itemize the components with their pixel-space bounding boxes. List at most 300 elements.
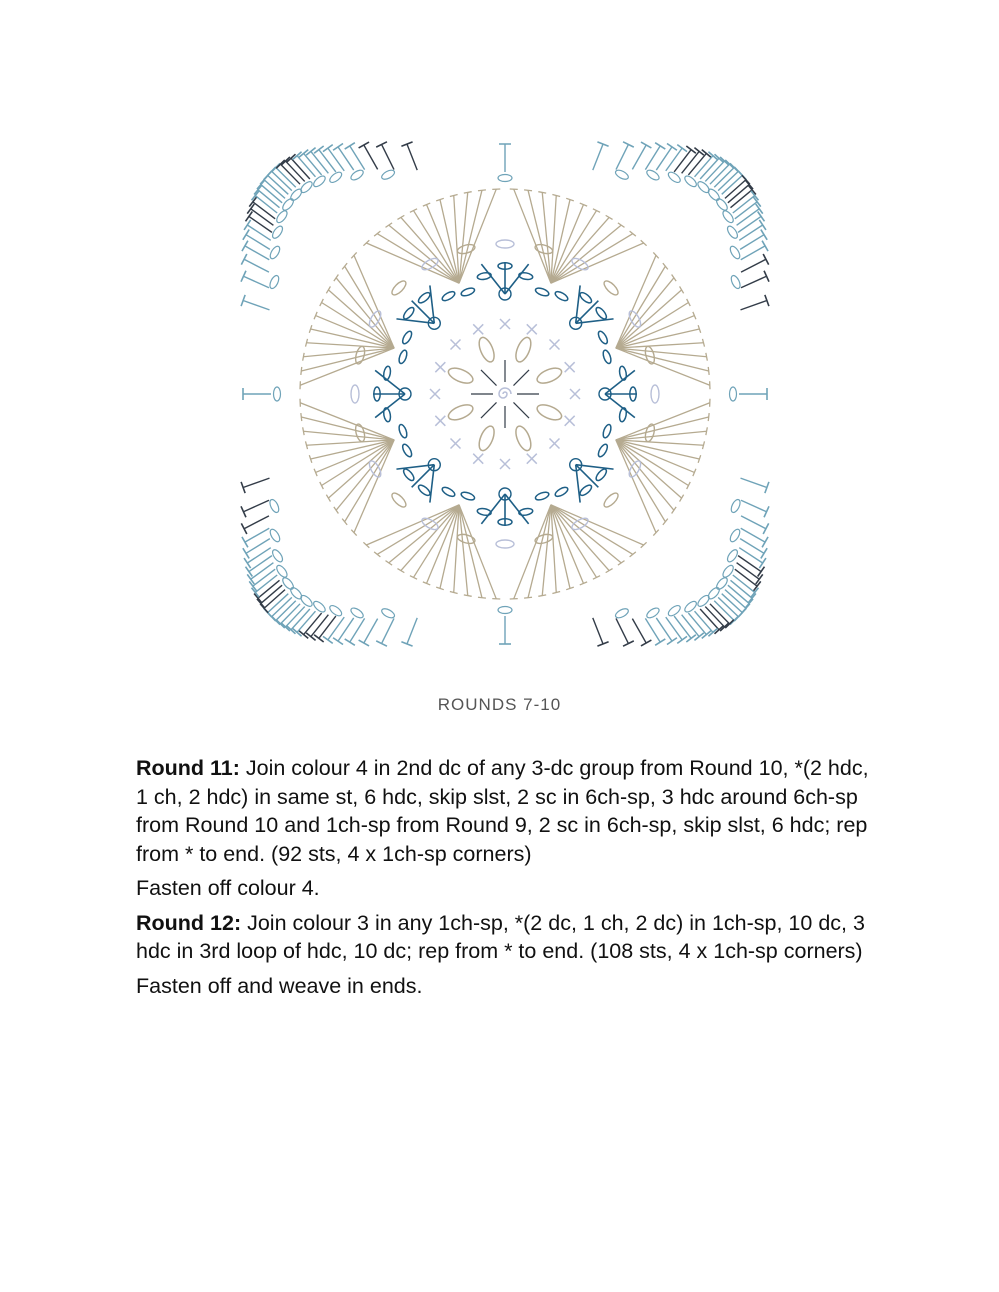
edge-stitch-post (741, 246, 765, 260)
round-12-paragraph (136, 909, 876, 966)
inner-cross (549, 438, 559, 448)
inner-leaf (476, 424, 497, 453)
edge-stitch-post (382, 144, 394, 169)
fan-stitch (389, 505, 459, 563)
edge-stitch-post (249, 216, 272, 232)
fan-stitch (300, 403, 394, 440)
fan-stitch-top (464, 192, 472, 193)
fan-stitch-top (680, 495, 684, 502)
ring-chain-oval (417, 483, 432, 497)
edge-stitch-top (242, 537, 248, 547)
fan-stitch-top (687, 482, 691, 489)
ring-chain-oval (398, 423, 409, 438)
fan-stitch (616, 417, 709, 440)
center-spoke (481, 402, 497, 418)
edge-chain-loop (728, 528, 741, 544)
ring-chain-oval (578, 483, 593, 497)
mid-chain-oval (351, 385, 359, 403)
edge-stitch-top (694, 633, 703, 640)
fan-stitch (401, 217, 459, 283)
edge-stitch-top (762, 241, 768, 251)
fan-stitch (322, 440, 395, 486)
edge-stitch-post (737, 209, 760, 225)
round-11-text: Join colour 4 in 2nd dc of any 3-dc group from Round 10, *(2 hdc, 1 ch, 2 hdc) in same st, 6 hdc, skip slst, 2 sc in 6ch-sp, 3 hdc around 6ch-sp from Round 10 and 1ch-sp from Round 9, 2 sc in 6ch-sp, skip slst, 6 hdc; rep from * to end. (92 sts, 4 x 1ch-sp corners) (136, 756, 869, 866)
edge-chain-loop (281, 197, 295, 212)
fan-stitch (616, 266, 665, 348)
ring-chain-oval (602, 423, 613, 438)
fan-stitch-top (593, 576, 600, 580)
edge-stitch-top (623, 641, 634, 646)
edge-stitch-post (737, 563, 760, 579)
fan-stitch-top (326, 495, 330, 502)
ring-chain-oval (401, 443, 414, 458)
ring-chain-oval (401, 330, 414, 345)
edge-stitch-post (682, 151, 699, 173)
fan-stitch (616, 302, 689, 348)
edge-stitch-post (255, 196, 277, 213)
fan-stitch (616, 348, 710, 385)
edge-chain-loop (349, 168, 365, 182)
edge-stitch-top (241, 271, 246, 282)
edge-stitch-post (407, 144, 417, 170)
fan-stitch-top (326, 286, 330, 293)
fan-stitch-top (641, 240, 647, 245)
edge-chain-loop (380, 607, 396, 620)
fan-stitch-top (606, 215, 613, 219)
edge-stitch-post (738, 216, 761, 232)
fan-stitch (459, 505, 468, 596)
edge-stitch-post (243, 300, 269, 309)
edge-stitch-top (762, 537, 768, 547)
ring-spoke (576, 465, 599, 488)
edge-chain-loop (275, 564, 289, 579)
edge-chain-loop (328, 604, 343, 618)
mid-chain-oval (496, 240, 514, 248)
edge-stitch-post (253, 202, 275, 219)
edge-stitch-top (246, 211, 253, 221)
fan-stitch (616, 290, 682, 348)
edge-chain-loop (299, 180, 314, 195)
fan-stitch (413, 505, 459, 578)
ring-chain-oval (398, 349, 409, 364)
edge-stitch-post (733, 575, 755, 592)
edge-stitch-post (258, 580, 280, 598)
fan-stitch-top (653, 252, 658, 258)
edge-chain-loop (498, 607, 512, 614)
ring-chain-oval (594, 467, 608, 482)
fan-stitch (459, 505, 496, 599)
fan-stitch (389, 225, 459, 283)
edge-chain-loop (726, 224, 740, 239)
edge-stitch-post (730, 580, 752, 598)
edge-stitch-post (593, 144, 603, 170)
edge-stitch-post (350, 146, 365, 170)
inner-stitches (430, 319, 580, 469)
edge-stitch-post (616, 618, 628, 643)
edge-stitch-top (333, 144, 343, 151)
inner-cross (500, 459, 510, 469)
fan-stitch-top (524, 597, 532, 598)
fan-stitch-top (538, 595, 546, 596)
fan-stitch (616, 348, 707, 357)
edge-chain-loop (645, 168, 661, 182)
fan-stitch-top (363, 240, 369, 245)
edge-stitch-top (243, 230, 249, 240)
edge-stitch-post (243, 276, 269, 287)
fan-stitch-top (478, 190, 486, 191)
inner-cross (435, 416, 445, 426)
ring-chain-oval (402, 467, 416, 482)
edge-stitch-post (249, 556, 272, 572)
edge-stitch-post (253, 569, 275, 586)
edge-stitch-top (764, 271, 769, 282)
edge-stitch-post (741, 528, 765, 542)
edge-stitch-post (645, 146, 660, 170)
edge-chain-loop (349, 606, 365, 620)
edge-chain-loop (614, 168, 630, 181)
fan-stitch-top (687, 299, 691, 306)
edge-stitch-post (311, 151, 328, 173)
edge-stitch-post (251, 563, 274, 579)
edge-stitch-top (244, 558, 251, 568)
edge-stitch-top (677, 636, 687, 643)
fan-stitch (542, 505, 551, 596)
edge-stitch-post (245, 528, 269, 542)
fan-stitch (551, 234, 633, 283)
inner-cross (570, 389, 580, 399)
edge-stitch-post (741, 276, 767, 287)
fan-stitch-top (478, 597, 486, 598)
edge-stitch-top (323, 145, 333, 152)
edge-chain-loop (380, 168, 396, 181)
edge-stitch-post (735, 569, 757, 586)
edge-chain-loop (667, 170, 682, 184)
edge-stitch-post (593, 618, 603, 644)
outer-edge-stitches (241, 142, 769, 646)
edge-stitch-post (244, 516, 269, 529)
fan-stitch (514, 505, 551, 599)
fan-stitch-top (606, 569, 613, 573)
fan-stitch (551, 505, 597, 578)
fan-stitch-top (708, 413, 709, 421)
round-12-label: Round 12: (136, 910, 242, 935)
ring-chain-oval (460, 287, 475, 298)
edge-stitch-post (304, 613, 322, 634)
inner-cross (565, 416, 575, 426)
edge-stitch-post (741, 516, 766, 529)
inner-cross (500, 319, 510, 329)
edge-stitch-post (682, 615, 699, 637)
fan-stitch-top (301, 367, 302, 375)
fan-stitch-top (641, 542, 647, 547)
round-11-paragraph (136, 754, 876, 868)
fan-stitch (345, 440, 394, 522)
edge-stitch-top (243, 548, 249, 558)
tan-fan-stitches (300, 189, 710, 599)
edge-stitch-top (246, 567, 253, 577)
inner-cross (565, 362, 575, 372)
edge-stitch-post (674, 150, 691, 172)
edge-chain-loop (328, 170, 343, 184)
fan-stitch (616, 431, 707, 440)
edge-stitch-post (297, 156, 315, 177)
ring-chain-oval (602, 349, 613, 364)
mid-chain-oval (496, 540, 514, 548)
fan-stitch (514, 189, 551, 283)
edge-chain-loop (268, 245, 281, 261)
inner-leaf (446, 402, 475, 423)
fan-stitch (616, 440, 674, 510)
edge-stitch-top (667, 144, 677, 151)
fan-stitch (322, 302, 395, 348)
edge-chain-loop (614, 607, 630, 620)
edge-stitch-post (738, 556, 761, 572)
inner-cross (473, 324, 483, 334)
edge-stitch-post (688, 613, 706, 634)
ring-chain-oval (534, 491, 549, 502)
edge-stitch-post (741, 259, 766, 272)
center-spoke (513, 402, 529, 418)
edge-chain-loop (721, 564, 735, 579)
edge-stitch-post (733, 196, 755, 213)
fan-stitch-top (351, 530, 356, 536)
fan-stitch (528, 505, 551, 598)
fan-stitch (551, 225, 621, 283)
ring-spoke (412, 301, 435, 324)
edge-stitch-top (376, 641, 387, 646)
edge-chain-loop (271, 548, 285, 563)
edge-stitch-post (735, 202, 757, 219)
edge-stitch-post (695, 156, 713, 177)
fan-stitch-top (706, 427, 707, 435)
edge-chain-loop (268, 528, 281, 544)
edge-stitch-top (694, 148, 703, 155)
fasten-off-final: Fasten off and weave in ends. (136, 973, 423, 998)
edge-stitch-top (345, 143, 355, 149)
fan-stitch-top (397, 215, 404, 219)
edge-stitch-post (632, 619, 646, 643)
edge-stitch-post (741, 300, 767, 309)
inner-cross (430, 389, 440, 399)
fan-stitch (301, 417, 394, 440)
edge-stitch-top (761, 230, 767, 240)
inner-cross (549, 340, 559, 350)
edge-stitch-top (306, 633, 315, 640)
edge-stitch-top (667, 638, 677, 645)
fan-stitch (459, 190, 482, 283)
fan-stitch-top (593, 209, 600, 213)
edge-stitch-top (641, 142, 651, 148)
ring-chain-oval (402, 306, 416, 321)
fan-stitch (542, 192, 551, 283)
fan-stitch (336, 440, 394, 510)
inner-leaf (535, 365, 564, 386)
edge-stitch-post (244, 259, 269, 272)
crochet-chart (210, 112, 800, 672)
edge-chain-loop (498, 174, 512, 181)
edge-chain-loop (715, 197, 729, 212)
edge-stitch-post (350, 618, 365, 642)
edge-stitch-post (695, 611, 713, 632)
edge-chain-loop (645, 606, 661, 620)
ring-chain-oval (441, 290, 456, 303)
edge-stitch-top (764, 506, 769, 517)
mid-chain-oval (602, 279, 620, 297)
edge-stitch-top (655, 639, 665, 645)
edge-stitch-post (674, 616, 691, 638)
edge-stitch-post (319, 616, 336, 638)
fan-stitch-top (538, 192, 546, 193)
fan-stitch (551, 505, 609, 571)
ring-chain-oval (534, 287, 549, 298)
crochet-chart-svg (210, 112, 800, 672)
edge-chain-loop (271, 224, 285, 239)
edge-chain-loop (273, 387, 280, 401)
edge-chain-loop (275, 209, 289, 224)
fan-stitch (459, 505, 482, 598)
edge-stitch-top (359, 640, 369, 646)
edge-stitch-top (323, 636, 333, 643)
inner-cross (527, 324, 537, 334)
mid-chain-oval (651, 385, 659, 403)
fan-stitch (616, 440, 689, 486)
fan-stitch-top (410, 576, 417, 580)
edge-stitch-post (364, 619, 378, 643)
edge-chain-loop (281, 576, 295, 591)
edge-stitch-top (242, 241, 248, 251)
fan-stitch (616, 440, 665, 522)
ring-spoke (412, 465, 435, 488)
edge-stitch-top (655, 143, 665, 149)
ring-chain-oval (594, 306, 608, 321)
edge-stitch-top (686, 635, 696, 642)
fan-stitch (616, 440, 682, 498)
edge-stitch-top (345, 639, 355, 645)
fan-stitch (328, 290, 394, 348)
fan-stitch-top (320, 482, 324, 489)
edge-chain-loop (728, 245, 741, 261)
edge-stitch-post (645, 618, 660, 642)
edge-stitch-top (241, 523, 247, 534)
mid-chain-oval (390, 279, 408, 297)
mid-chain-oval (390, 491, 408, 509)
fan-stitch-top (301, 413, 302, 421)
edge-stitch-post (243, 500, 269, 511)
ring-chain-oval (441, 486, 456, 499)
fan-stitch (551, 211, 597, 284)
fan-stitch (345, 266, 394, 348)
edge-chain-loop (729, 274, 741, 290)
ring-chain-oval (417, 291, 432, 305)
inner-cross (451, 340, 461, 350)
center-spiral (499, 388, 511, 398)
fan-stitch (377, 505, 459, 554)
edge-stitch-post (304, 153, 322, 174)
edge-stitch-top (686, 146, 696, 153)
edge-stitch-post (245, 246, 269, 260)
center-spoke (513, 370, 529, 386)
inner-leaf (513, 424, 534, 453)
edge-stitch-top (758, 567, 765, 577)
inner-cross (451, 438, 461, 448)
edge-stitch-top (763, 254, 769, 265)
edge-stitch-post (255, 575, 277, 592)
edge-stitch-post (251, 209, 274, 225)
fan-stitch-top (410, 209, 417, 213)
edge-chain-loop (715, 576, 729, 591)
inner-cross (473, 454, 483, 464)
diagram-caption: ROUNDS 7-10 (437, 695, 562, 714)
edge-stitch-post (258, 190, 280, 208)
fan-stitch-top (464, 595, 472, 596)
edge-chain-loop (696, 594, 711, 609)
inner-cross (435, 362, 445, 372)
fan-stitch-top (320, 299, 324, 306)
inner-leaf (446, 365, 475, 386)
edge-stitch-post (632, 145, 646, 169)
fan-stitch-top (303, 427, 304, 435)
ring-chain-oval (578, 291, 593, 305)
edge-stitch-top (376, 142, 387, 147)
fan-stitch-top (524, 190, 532, 191)
fan-stitch (616, 403, 710, 440)
inner-leaf (535, 402, 564, 423)
edge-stitch-top (241, 506, 246, 517)
fasten-off-colour-4: Fasten off colour 4. (136, 876, 320, 900)
fan-stitch-top (303, 353, 304, 361)
fan-stitch (301, 348, 394, 371)
edge-chain-loop (268, 274, 280, 290)
fan-stitch-top (706, 353, 707, 361)
edge-stitch-top (359, 142, 369, 148)
dark-blue-ring (373, 262, 637, 526)
fan-stitch (401, 505, 459, 571)
ring-spoke (576, 301, 599, 324)
edge-stitch-top (623, 142, 634, 147)
fan-stitch (459, 189, 496, 283)
fan-stitch (616, 348, 709, 371)
round-12-text: Join colour 3 in any 1ch-sp, *(2 dc, 1 ch, 2 dc) in 1ch-sp, 10 dc, 3 hdc in 3rd loop of hdc, 10 dc; rep from * to end. (108 sts, 4 x 1ch-sp corners) (136, 910, 865, 963)
edge-stitch-top (759, 558, 766, 568)
ring-chain-oval (460, 491, 475, 502)
edge-stitch-top (641, 640, 651, 646)
round-11-label: Round 11: (136, 756, 240, 780)
fan-stitch (328, 440, 394, 498)
fan-stitch-top (708, 367, 709, 375)
edge-stitch-top (677, 145, 687, 152)
edge-stitch-post (382, 618, 394, 643)
edge-stitch-top (759, 220, 766, 230)
fan-stitch-top (363, 542, 369, 547)
fan-stitch (551, 505, 621, 563)
inner-leaf (513, 335, 534, 364)
inner-cross (527, 454, 537, 464)
ring-chain-oval (597, 330, 610, 345)
edge-stitch-top (314, 635, 324, 642)
fan-stitch (303, 431, 394, 440)
edge-stitch-post (297, 611, 315, 632)
fan-stitch (377, 234, 459, 283)
fan-stitch (528, 190, 551, 283)
mid-chain-oval (602, 491, 620, 509)
fan-stitch (300, 348, 394, 385)
edge-stitch-top (244, 220, 251, 230)
pattern-instructions (136, 754, 876, 1006)
edge-chain-loop (667, 604, 682, 618)
edge-stitch-top (763, 523, 769, 534)
edge-chain-loop (726, 548, 740, 563)
edge-stitch-top (306, 148, 315, 155)
